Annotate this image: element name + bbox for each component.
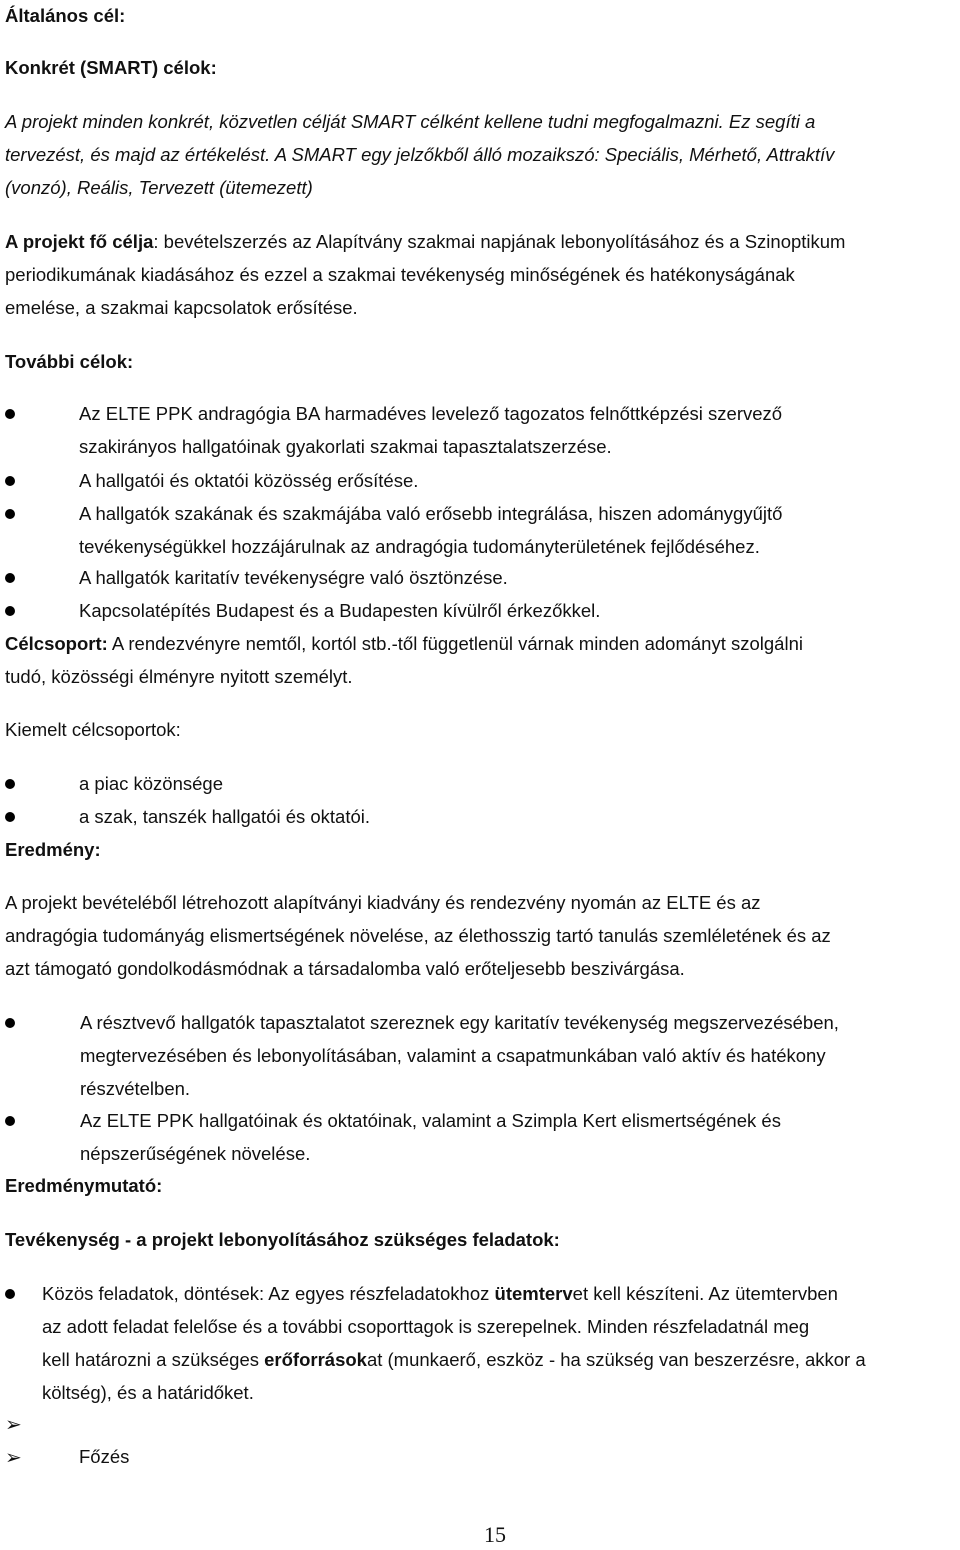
bullet-icon (5, 606, 15, 616)
smart-intro-line: tervezést, és majd az értékelést. A SMART egy jelzőkből álló mozaikszó: Speciális, Mérhető, Attraktív (5, 144, 835, 165)
arrow-bullet-icon: ➢ (5, 1412, 22, 1436)
bullet-icon (5, 1116, 15, 1126)
bullet-icon (5, 509, 15, 519)
smart-intro-line: A projekt minden konkrét, közvetlen célját SMART célként kellene tudni megfogalmazni. Ez segíti a (5, 111, 816, 132)
bullet-icon (5, 1289, 15, 1299)
emphasis: erőforrások (264, 1349, 367, 1370)
target-group-label: Célcsoport: (5, 633, 108, 654)
smart-goals-heading: Konkrét (SMART) célok: (5, 57, 217, 78)
main-goal-line (5, 226, 845, 259)
bullet-icon (5, 779, 15, 789)
result-line: A projekt bevételéből létrehozott alapítványi kiadvány és rendezvény nyomán az ELTE és az (5, 892, 761, 913)
result-line: andragógia tudományág elismertségének növelése, az élethosszig tartó tanulás szemléletének és az (5, 925, 831, 946)
result-line: azt támogató gondolkodásmódnak a társadalomba való erőteljesebb beszivárgása. (5, 958, 685, 979)
result-heading: Eredmény: (5, 839, 101, 860)
key-target-groups-heading: Kiemelt célcsoportok: (5, 719, 181, 740)
main-goal-text: : bevételszerzés az Alapítvány szakmai napjának lebonyolításához és a Szinoptikum (153, 231, 846, 252)
page-number: 15 (484, 1522, 506, 1547)
bullet-icon (5, 573, 15, 583)
result-indicator-heading: Eredménymutató: (5, 1175, 163, 1196)
bullet-icon (5, 812, 15, 822)
bullet-icon (5, 409, 15, 419)
bullet-icon (5, 1018, 15, 1028)
emphasis: ütemterv (494, 1283, 573, 1304)
main-goal-line: emelése, a szakmai kapcsolatok erősítése. (5, 297, 358, 318)
target-group-line: Célcsoport: A rendezvényre nemtől, kortól stb.-től függetlenül várnak minden adományt szolgálni (5, 633, 803, 654)
main-goal-label: A projekt fő célja (5, 231, 154, 252)
main-goal-line: periodikumának kiadásához és ezzel a szakmai tevékenység minőségének és hatékonyságának (5, 264, 795, 285)
general-goal-heading: Általános cél: (5, 5, 126, 26)
target-group-line: tudó, közösségi élményre nyitott személyt. (5, 666, 353, 687)
activity-heading: Tevékenység - a projekt lebonyolításához szükséges feladatok: (5, 1229, 560, 1250)
bullet-icon (5, 476, 15, 486)
further-goals-heading: További célok: (5, 351, 134, 372)
arrow-bullet-icon: ➢ (5, 1445, 22, 1469)
smart-intro-line: (vonzó), Reális, Tervezett (ütemezett) (5, 177, 313, 198)
